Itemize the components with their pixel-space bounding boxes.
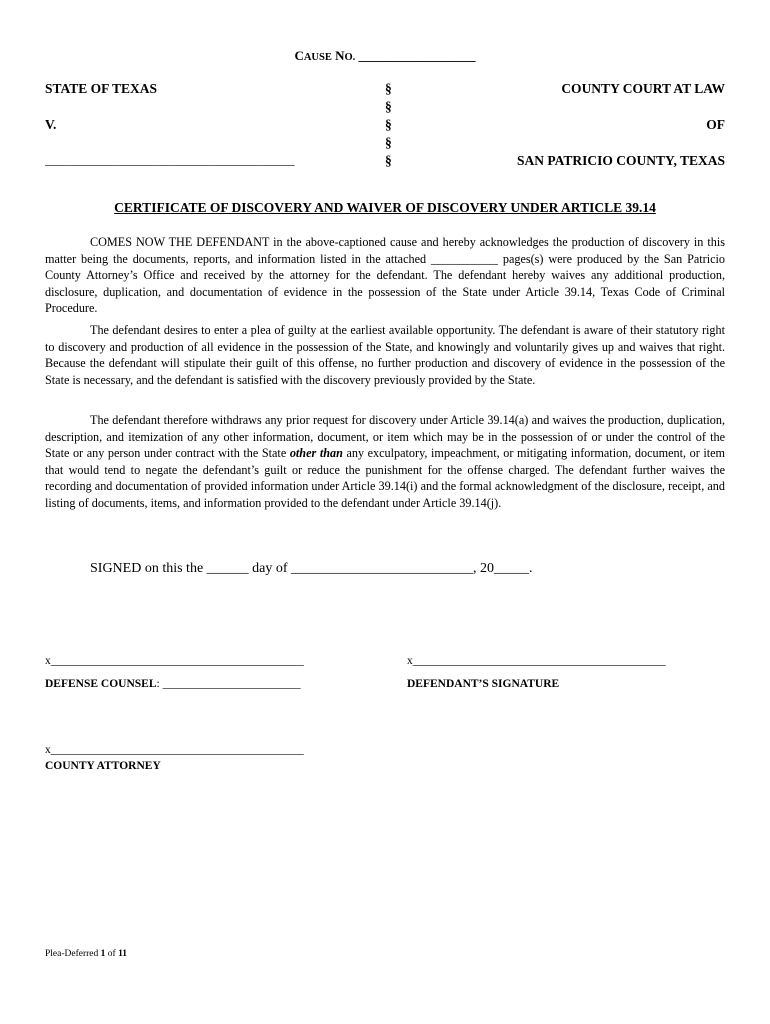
- page-footer: [45, 949, 127, 959]
- cause-letters: AUSE: [303, 52, 332, 63]
- caption-defendant-blank[interactable]: ___________________________________________: [45, 153, 295, 167]
- footer-total-pages: 11: [118, 949, 128, 959]
- defendant-signature-line[interactable]: x____________________________________________: [407, 655, 666, 667]
- paragraph-plea-intent: The defendant desires to enter a plea of guilty at the earliest available opportunity. The defendant is aware of their statutory right to discovery and production of all evidence in the possession of the State, and knowingly and voluntarily gives up and waives that right. Because the defendant will stipulate their guilt of this offense, no further production and discovery of evidence in the possession of the State is necessary, and the defendant is satisfied with the discovery previously provided by the State.: [45, 323, 725, 387]
- footer-of: of: [105, 949, 119, 959]
- paragraph-acknowledgment: COMES NOW THE DEFENDANT in the above-captioned cause and hereby acknowledges the production of discovery in this matter being the documents, reports, and information listed in the attached ___________ pages(s) were produced by the San Patricio County Attorney’s Office and received by the attorney for the defendant. The defendant hereby waives any additional production, disclosure, duplication, and documentation of evidence in the possession of the State under Article 39.14, Texas Code of Criminal Procedure.: [45, 235, 725, 315]
- waiver-emphasis: other than: [289, 446, 343, 460]
- defense-counsel-signature-line[interactable]: x____________________________________________: [45, 655, 304, 667]
- caption-versus: V.: [45, 117, 57, 132]
- section-symbol: §: [385, 135, 392, 150]
- cause-letter: C: [294, 48, 304, 63]
- caption-court: COUNTY COURT AT LAW: [561, 81, 725, 96]
- defense-counsel-label-text: DEFENSE COUNSEL: [45, 678, 157, 690]
- caption-state: STATE OF TEXAS: [45, 81, 158, 96]
- section-symbol-column: [385, 80, 392, 170]
- caption-county: SAN PATRICIO COUNTY, TEXAS: [516, 153, 725, 168]
- footer-form-name: Plea-Deferred: [45, 949, 101, 959]
- number-letter: N: [331, 48, 345, 63]
- footer-page-number: 1: [100, 949, 106, 959]
- waiver-text-part2: any exculpatory, impeachment, or mitigating information, document, or item that would tend to negate the defendant’s guilt or reduce the punishment for the offense charged. The defendant further waives the recording and documentation of provided information under Article 39.14(i) and the formal acknowledgment of the disclosure, receipt, and listing of documents, items, and information provided to the defendant under Article 39.14(j).: [45, 446, 725, 510]
- section-symbol: §: [385, 99, 392, 114]
- section-symbol: §: [385, 117, 392, 132]
- county-attorney-signature-line[interactable]: x____________________________________________: [45, 744, 304, 756]
- cause-number-blank[interactable]: __________________: [355, 48, 476, 63]
- number-letters: O.: [344, 52, 356, 63]
- signed-date-line[interactable]: SIGNED on this the ______ day of __________________________, 20_____.: [90, 561, 533, 576]
- document-title: CERTIFICATE OF DISCOVERY AND WAIVER OF DISCOVERY UNDER ARTICLE 39.14: [114, 200, 656, 215]
- section-symbol: §: [385, 81, 392, 96]
- waiver-text-part1: The defendant therefore withdraws any prior request for discovery under Article 39.14(a) and waives the production, duplication, description, and itemization of any other information, document, or item which may be in the possession of or under the control of the State or any person under contract with the State: [45, 413, 725, 460]
- section-symbol: §: [385, 153, 392, 168]
- defense-counsel-label: [45, 678, 301, 690]
- county-attorney-label: COUNTY ATTORNEY: [45, 760, 161, 772]
- caption-of: OF: [706, 117, 725, 132]
- paragraph-waiver: [45, 412, 725, 511]
- defendant-signature-label: DEFENDANT’S SIGNATURE: [407, 678, 560, 690]
- defense-counsel-name-blank[interactable]: : ________________________: [156, 678, 301, 690]
- cause-number-heading: [0, 48, 770, 64]
